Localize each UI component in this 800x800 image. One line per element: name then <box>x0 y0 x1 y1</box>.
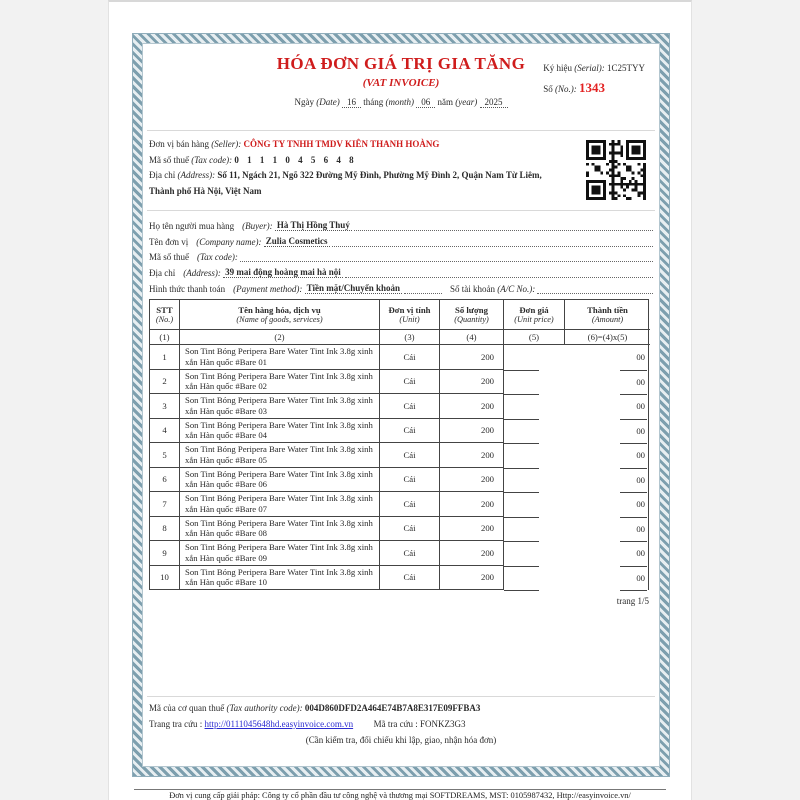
item-unit-price <box>504 517 565 542</box>
table-row <box>150 541 650 566</box>
year-label-vn: năm <box>437 97 453 107</box>
year-label-en: (year) <box>455 97 478 107</box>
item-unit-price <box>504 394 565 419</box>
serial-label-vn: Ký hiệu <box>543 63 572 73</box>
col-header-quantity: Số lượng (Quantity) <box>440 300 504 330</box>
table-row <box>150 345 650 370</box>
items-table <box>150 300 650 590</box>
payment-label-vn: Hình thức thanh toán <box>149 283 226 294</box>
item-unit: Cái <box>380 468 440 493</box>
item-quantity: 200 <box>440 394 504 419</box>
date-label-en: (Date) <box>316 97 340 107</box>
seller-label-vn: Đơn vị bán hàng <box>149 139 209 149</box>
item-stt: 7 <box>150 492 180 517</box>
table-row <box>150 394 650 419</box>
table-row <box>150 492 650 517</box>
item-name: Son Tint Bóng Peripera Bare Water Tint Ink 3.8g xinh xắn Hàn quốc #Bare 02 <box>180 370 380 395</box>
buyer-address-label-en: (Address): <box>183 268 221 279</box>
seller-address-label-en: (Address): <box>177 170 216 180</box>
table-row <box>150 419 650 444</box>
item-unit: Cái <box>380 394 440 419</box>
page-subtitle: (VAT INVOICE) <box>362 77 440 89</box>
serial-number-block <box>543 58 645 99</box>
item-quantity: 200 <box>440 370 504 395</box>
item-amount: 00 <box>565 419 650 444</box>
date-year: 2025 <box>480 97 508 108</box>
item-quantity: 200 <box>440 541 504 566</box>
item-amount: 00 <box>565 492 650 517</box>
item-amount: 00 <box>565 394 650 419</box>
item-unit-price <box>504 468 565 493</box>
tax-authority-code: 004D860DFD2A464E74B7A8E317E09FFBA3 <box>304 703 481 713</box>
item-stt: 3 <box>150 394 180 419</box>
item-unit: Cái <box>380 443 440 468</box>
dotted-line <box>240 254 653 262</box>
page-indicator: trang 1/5 <box>616 596 649 606</box>
date-month: 06 <box>416 97 435 108</box>
number-label-en: (No.): <box>555 84 577 94</box>
tax-authority-line <box>149 700 653 716</box>
item-unit: Cái <box>380 541 440 566</box>
table-row <box>150 443 650 468</box>
footer-section <box>149 700 653 732</box>
tax-authority-label-vn: Mã của cơ quan thuế <box>149 703 225 713</box>
table-row <box>150 468 650 493</box>
item-stt: 1 <box>150 345 180 370</box>
month-label-en: (month) <box>385 97 414 107</box>
section-divider <box>147 210 655 211</box>
buyer-company-name: Zulia Cosmetics <box>265 235 328 246</box>
dotted-line <box>345 270 653 278</box>
column-numbers-row: (1) (2) (3) (4) (5) (6)=(4)x(5) <box>150 330 650 345</box>
section-divider <box>147 130 655 131</box>
serial-line <box>543 58 645 78</box>
item-name: Son Tint Bóng Peripera Bare Water Tint Ink 3.8g xinh xắn Hàn quốc #Bare 09 <box>180 541 380 566</box>
seller-name-line <box>149 137 569 153</box>
payment-method-value: Tiền mặt/Chuyển khoản <box>306 282 400 293</box>
item-name: Son Tint Bóng Peripera Bare Water Tint Ink 3.8g xinh xắn Hàn quốc #Bare 01 <box>180 345 380 370</box>
seller-address-label-vn: Địa chỉ <box>149 170 176 180</box>
item-quantity: 200 <box>440 345 504 370</box>
item-name: Son Tint Bóng Peripera Bare Water Tint Ink 3.8g xinh xắn Hàn quốc #Bare 06 <box>180 468 380 493</box>
buyer-address-line <box>149 262 653 278</box>
provider-line: Đơn vị cung cấp giải pháp: Công ty cổ phần đầu tư công nghệ và thương mại SOFTDREAMS, MST: 0105987432, Http://easyinvoice.vn/ <box>169 791 631 800</box>
invoice-number-line <box>543 78 645 99</box>
item-amount: 00 <box>565 517 650 542</box>
item-stt: 10 <box>150 566 180 591</box>
item-amount: 00 <box>565 468 650 493</box>
col-header-unit-price: Đơn giá (Unit price) <box>504 300 565 330</box>
account-label-vn: Số tài khoản <box>449 283 495 294</box>
item-unit: Cái <box>380 370 440 395</box>
items-table-wrapper <box>149 299 649 590</box>
item-stt: 9 <box>150 541 180 566</box>
col-header-unit: Đơn vị tính (Unit) <box>380 300 440 330</box>
date-label-vn: Ngày <box>294 97 314 107</box>
serial-label-en: (Serial): <box>574 63 605 73</box>
table-row <box>150 370 650 395</box>
item-quantity: 200 <box>440 468 504 493</box>
item-stt: 8 <box>150 517 180 542</box>
item-stt: 6 <box>150 468 180 493</box>
decorative-rope-border <box>132 33 670 777</box>
lookup-label: Trang tra cứu : <box>149 719 203 729</box>
invoice-number: 1343 <box>579 80 606 95</box>
col-header-amount: Thành tiền (Amount) <box>565 300 650 330</box>
page-title: HÓA ĐƠN GIÁ TRỊ GIA TĂNG <box>276 54 526 73</box>
item-unit: Cái <box>380 492 440 517</box>
item-name: Son Tint Bóng Peripera Bare Water Tint Ink 3.8g xinh xắn Hàn quốc #Bare 03 <box>180 394 380 419</box>
item-unit: Cái <box>380 566 440 591</box>
lookup-url-link[interactable]: http://0111045648hd.easyinvoice.com.vn <box>204 719 354 729</box>
item-quantity: 200 <box>440 566 504 591</box>
lookup-code-label: Mã tra cứu : <box>373 719 418 729</box>
date-day: 16 <box>342 97 361 108</box>
item-amount: 00 <box>565 541 650 566</box>
seller-label-en: (Seller): <box>211 139 242 149</box>
company-label-en: (Company name): <box>196 236 262 247</box>
table-row <box>150 517 650 542</box>
buyer-address: 39 mai động hoàng mai hà nội <box>225 267 341 278</box>
buyer-name-line <box>149 215 653 231</box>
buyer-tax-label-en: (Tax code): <box>197 252 238 263</box>
seller-tax-label-vn: Mã số thuế <box>149 154 189 165</box>
lookup-line <box>149 716 653 732</box>
seller-tax-label-en: (Tax code): <box>191 154 233 165</box>
lookup-code: FONKZ3G3 <box>419 719 466 729</box>
item-name: Son Tint Bóng Peripera Bare Water Tint Ink 3.8g xinh xắn Hàn quốc #Bare 08 <box>180 517 380 542</box>
provider-divider <box>134 789 666 790</box>
buyer-taxcode-line <box>149 247 653 263</box>
item-unit: Cái <box>380 517 440 542</box>
seller-tax-code: 0 1 1 1 0 4 5 6 4 8 <box>234 154 357 165</box>
item-unit-price <box>504 370 565 395</box>
seller-section <box>149 137 653 199</box>
item-unit-price <box>504 419 565 444</box>
invoice-content-area <box>142 43 660 767</box>
item-quantity: 200 <box>440 492 504 517</box>
buyer-name: Hà Thị Hồng Thuý <box>276 219 350 230</box>
item-name: Son Tint Bóng Peripera Bare Water Tint Ink 3.8g xinh xắn Hàn quốc #Bare 05 <box>180 443 380 468</box>
dotted-line <box>537 286 653 294</box>
item-unit-price <box>504 345 565 370</box>
item-quantity: 200 <box>440 443 504 468</box>
item-unit-price <box>504 541 565 566</box>
item-amount: 00 <box>565 345 650 370</box>
item-amount: 00 <box>565 370 650 395</box>
item-amount: 00 <box>565 566 650 591</box>
verification-note: (Cần kiểm tra, đối chiếu khi lập, giao, nhận hóa đơn) <box>305 735 497 745</box>
company-label-vn: Tên đơn vị <box>149 236 189 247</box>
item-unit-price <box>504 443 565 468</box>
dotted-line <box>354 223 653 231</box>
payment-method-line <box>149 278 653 294</box>
seller-company-name: CÔNG TY TNHH TMDV KIÊN THANH HOÀNG <box>243 139 440 149</box>
col-header-name: Tên hàng hóa, dịch vụ (Name of goods, services) <box>180 300 380 330</box>
item-unit-price <box>504 492 565 517</box>
qr-code <box>586 140 646 200</box>
serial-value: 1C25TYY <box>607 63 645 73</box>
col-header-stt: STT (No.) <box>150 300 180 330</box>
item-name: Son Tint Bóng Peripera Bare Water Tint Ink 3.8g xinh xắn Hàn quốc #Bare 04 <box>180 419 380 444</box>
item-unit: Cái <box>380 419 440 444</box>
item-quantity: 200 <box>440 517 504 542</box>
item-unit: Cái <box>380 345 440 370</box>
buyer-label-en: (Buyer): <box>242 220 273 231</box>
dotted-line <box>404 286 442 294</box>
buyer-company-line <box>149 231 653 247</box>
number-label-vn: Số <box>543 84 553 94</box>
item-amount: 00 <box>565 443 650 468</box>
seller-address-line <box>149 168 569 199</box>
dotted-line <box>332 239 654 247</box>
account-label-en: (A/C No.): <box>497 283 536 294</box>
seller-taxcode-line <box>149 153 569 169</box>
buyer-tax-label-vn: Mã số thuế <box>149 252 189 263</box>
invoice-paper <box>108 0 692 800</box>
section-divider <box>147 696 655 697</box>
item-name: Son Tint Bóng Peripera Bare Water Tint Ink 3.8g xinh xắn Hàn quốc #Bare 10 <box>180 566 380 591</box>
item-stt: 4 <box>150 419 180 444</box>
item-stt: 2 <box>150 370 180 395</box>
item-stt: 5 <box>150 443 180 468</box>
buyer-section <box>149 215 653 294</box>
item-name: Son Tint Bóng Peripera Bare Water Tint Ink 3.8g xinh xắn Hàn quốc #Bare 07 <box>180 492 380 517</box>
buyer-label-vn: Họ tên người mua hàng <box>149 220 235 231</box>
items-table-header <box>150 300 650 345</box>
item-quantity: 200 <box>440 419 504 444</box>
buyer-address-label-vn: Địa chỉ <box>149 268 176 279</box>
seller-address: Số 11, Ngách 21, Ngõ 322 Đường Mỹ Đình, Phường Mỹ Đình 2, Quận Nam Từ Liêm, Thành phố Hà Nội, Việt Nam <box>149 170 542 196</box>
item-unit-price <box>504 566 565 591</box>
tax-authority-label-en: (Tax authority code): <box>226 703 303 713</box>
month-label-vn: tháng <box>363 97 384 107</box>
payment-label-en: (Payment method): <box>233 283 303 294</box>
table-row <box>150 566 650 591</box>
invoice-header <box>149 50 653 107</box>
